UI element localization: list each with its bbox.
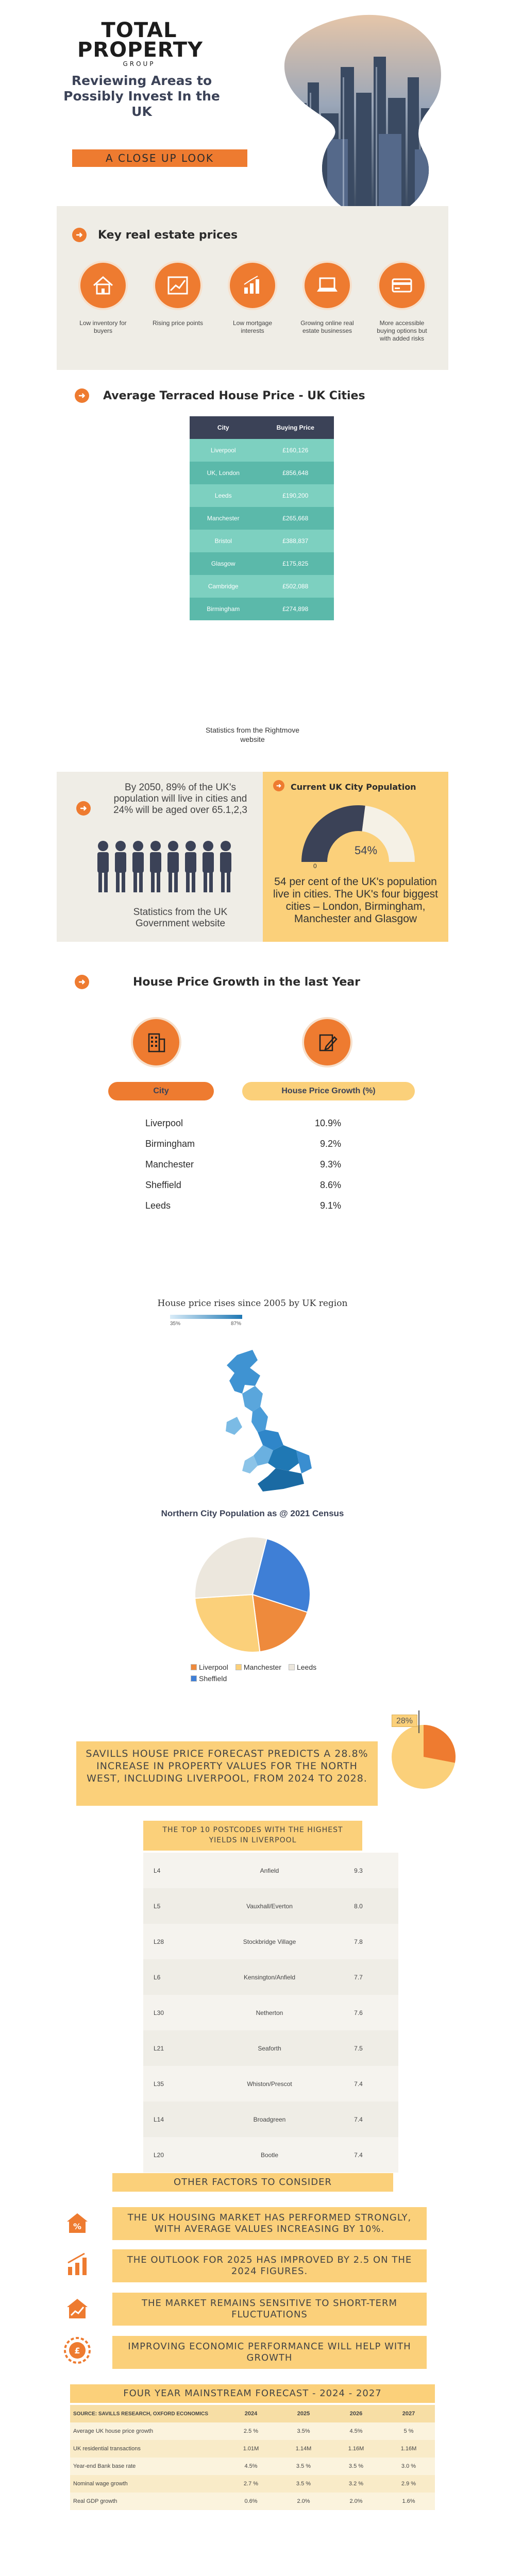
postcode-cell: L4 <box>154 1867 161 1874</box>
area-cell: Vauxhall/Everton <box>246 1902 293 1910</box>
arrow-right-icon: ➜ <box>273 780 284 791</box>
uk-region-map <box>206 1345 330 1499</box>
price-cell: £160,126 <box>282 447 309 454</box>
year-header: 2024 <box>244 2411 258 2417</box>
arrow-right-icon: ➜ <box>75 975 89 989</box>
postcode-cell: L6 <box>154 1973 161 1981</box>
postcodes-heading: THE TOP 10 POSTCODES WITH THE HIGHEST YIELDS IN LIVERPOOL <box>143 1821 362 1851</box>
svg-text:%: % <box>73 2222 82 2231</box>
yield-cell: 7.5 <box>354 2044 363 2052</box>
city-cell: Birmingham <box>145 1139 195 1149</box>
price-cell: £502,088 <box>282 583 309 590</box>
legend-label: Manchester <box>243 1663 281 1671</box>
value-cell: 3.5 % <box>348 2463 364 2469</box>
factor-text: THE MARKET REMAINS SENSITIVE TO SHORT-TERM FLUCTUATIONS <box>112 2293 427 2326</box>
table-header-row <box>70 2405 435 2422</box>
yield-cell: 7.4 <box>354 2115 363 2123</box>
value-cell: 1.01M <box>243 2446 259 2452</box>
value-cell: 2.0% <box>349 2498 363 2504</box>
value-cell: 1.14M <box>295 2446 312 2452</box>
table-row <box>145 1139 341 1155</box>
city-cell: Liverpool <box>210 447 236 454</box>
value-cell: 2.9 % <box>401 2481 416 2487</box>
legend-label: Liverpool <box>199 1663 228 1671</box>
pie-chart-title: Northern City Population as @ 2021 Census <box>161 1509 344 1518</box>
key-price-label: Low mortgage interests <box>232 319 273 334</box>
city-cell: UK, London <box>207 469 240 477</box>
legend-swatch <box>289 1664 295 1670</box>
growth-cell: 9.2% <box>319 1139 341 1149</box>
city-cell: Sheffield <box>145 1180 181 1190</box>
forecast-heading: FOUR YEAR MAINSTREAM FORECAST - 2024 - 2027 <box>70 2384 435 2403</box>
key-price-item <box>371 263 433 343</box>
pie-slice-manchester <box>195 1595 260 1652</box>
table-row <box>145 1180 341 1196</box>
city-population-text: 54 per cent of the UK's population live in cities. The UK's four biggest cities – London, Birmingham, Manchester and Glasgow <box>273 876 438 925</box>
growth-table <box>145 1118 341 1217</box>
table-row <box>143 1959 398 1995</box>
flag-pole-icon <box>418 1710 419 1733</box>
city-skyline-image <box>276 10 446 222</box>
table-row <box>143 1853 398 1888</box>
legend-item <box>191 1674 227 1683</box>
price-cell: £265,668 <box>282 515 309 522</box>
table-row <box>143 1924 398 1959</box>
growth-cell: 8.6% <box>319 1180 341 1190</box>
value-cell: 2.7 % <box>243 2481 259 2487</box>
row-label: Real GDP growth <box>73 2498 117 2504</box>
table-row <box>70 2475 435 2493</box>
year-header: 2025 <box>297 2411 310 2417</box>
postcode-cell: L21 <box>154 2044 164 2052</box>
table-row <box>70 2493 435 2510</box>
key-price-label: Low inventory for buyers <box>79 319 127 334</box>
header <box>0 0 505 196</box>
credit-card-icon <box>379 263 425 308</box>
area-cell: Whiston/Prescot <box>247 2080 292 2088</box>
value-cell: 2.5 % <box>243 2428 259 2434</box>
growth-heading: House Price Growth in the last Year <box>133 976 360 989</box>
table-row <box>143 2066 398 2102</box>
building-icon <box>133 1019 179 1065</box>
value-cell: 3.5% <box>297 2428 310 2434</box>
legend-label: Sheffield <box>199 1674 227 1683</box>
value-cell: 4.5% <box>349 2428 363 2434</box>
growth-cell: 10.9% <box>314 1118 341 1128</box>
year-header: 2026 <box>349 2411 363 2417</box>
map-legend-bar <box>170 1315 242 1319</box>
legend-swatch <box>191 1664 197 1670</box>
value-cell: 5 % <box>403 2428 414 2434</box>
value-cell: 0.6% <box>244 2498 258 2504</box>
logo-subtitle: GROUP <box>123 60 156 67</box>
row-label: Year-end Bank base rate <box>73 2463 136 2469</box>
key-price-item <box>147 263 209 343</box>
table-row <box>190 484 334 507</box>
economy-icon <box>63 2336 92 2365</box>
table-row <box>190 575 334 598</box>
city-cell: Manchester <box>207 515 240 522</box>
city-cell: Leeds <box>145 1200 171 1211</box>
area-cell: Kensington/Anfield <box>243 1973 296 1981</box>
value-cell: 1.16M <box>400 2446 417 2452</box>
city-population-heading: Current UK City Population <box>291 782 416 792</box>
people-icon <box>95 839 240 895</box>
terraced-source: Statistics from the Rightmove website <box>205 726 300 743</box>
city-cell: Cambridge <box>208 583 239 590</box>
yield-cell: 7.6 <box>354 2009 363 2016</box>
value-cell: 2.0% <box>297 2498 310 2504</box>
yield-cell: 7.7 <box>354 1973 363 1981</box>
city-cell: Birmingham <box>207 605 240 613</box>
key-price-label: More accessible buying options but with added risks <box>377 319 427 342</box>
closeup-banner: A CLOSE UP LOOK <box>72 149 247 167</box>
value-cell: 3.5 % <box>296 2481 311 2487</box>
population-left-source: Statistics from the UK Government website <box>133 907 228 929</box>
price-cell: £190,200 <box>282 492 309 499</box>
key-price-label: Growing online real estate businesses <box>300 319 354 334</box>
city-cell: Leeds <box>214 492 232 499</box>
table-row <box>145 1200 341 1217</box>
savills-pie-slice <box>424 1725 456 1763</box>
postcode-cell: L5 <box>154 1902 161 1910</box>
postcode-cell: L28 <box>154 1938 164 1945</box>
row-label: Average UK house price growth <box>73 2428 154 2434</box>
area-cell: Bootle <box>260 2151 279 2159</box>
area-cell: Broadgreen <box>253 2115 286 2123</box>
key-price-label: Rising price points <box>152 319 204 327</box>
column-header-city: City <box>190 416 257 439</box>
bar-chart-icon <box>230 263 275 308</box>
factor-text: THE OUTLOOK FOR 2025 HAS IMPROVED BY 2.5 ON THE 2024 FIGURES. <box>112 2249 427 2282</box>
growth-column-header-city: City <box>108 1082 214 1100</box>
area-cell: Seaforth <box>258 2044 281 2052</box>
table-row <box>70 2422 435 2440</box>
pie-legend <box>191 1663 356 1683</box>
value-cell: 3.2 % <box>348 2481 364 2487</box>
area-cell: Netherton <box>256 2009 283 2016</box>
value-cell: 4.5% <box>244 2463 258 2469</box>
area-cell: Stockbridge Village <box>243 1938 296 1945</box>
legend-label: Leeds <box>296 1663 317 1671</box>
yield-cell: 7.4 <box>354 2080 363 2088</box>
price-cell: £175,825 <box>282 560 309 567</box>
table-row <box>143 1995 398 2030</box>
postcode-cell: L14 <box>154 2115 164 2123</box>
key-price-item <box>222 263 283 343</box>
key-prices-heading: Key real estate prices <box>98 229 238 242</box>
value-cell: 3.0 % <box>401 2463 416 2469</box>
arrow-right-icon: ➜ <box>75 388 89 403</box>
postcode-cell: L35 <box>154 2080 164 2088</box>
forecast-source-label: SOURCE: SAVILLS RESEARCH, OXFORD ECONOMICS <box>73 2411 209 2417</box>
factors-heading: OTHER FACTORS TO CONSIDER <box>112 2173 393 2192</box>
arrow-right-icon: ➜ <box>76 801 91 816</box>
table-row <box>190 439 334 462</box>
postcode-cell: L20 <box>154 2151 164 2159</box>
house-trend-icon <box>65 2296 90 2320</box>
table-row <box>145 1159 341 1176</box>
edit-document-icon <box>304 1019 350 1065</box>
table-row <box>190 462 334 484</box>
map-title: House price rises since 2005 by UK region <box>157 1298 348 1309</box>
area-cell: Anfield <box>260 1867 279 1874</box>
savills-forecast-pie <box>388 1721 460 1793</box>
price-cell: £388,837 <box>282 537 309 545</box>
table-row <box>70 2458 435 2475</box>
page-title: Reviewing Areas to Possibly Invest In the UK <box>63 73 220 119</box>
growth-column-header-growth: House Price Growth (%) <box>242 1082 415 1100</box>
laptop-icon <box>305 263 350 308</box>
row-label: Nominal wage growth <box>73 2481 128 2487</box>
forecast-table <box>70 2405 435 2510</box>
arrow-right-icon: ➜ <box>72 228 87 242</box>
factor-text: IMPROVING ECONOMIC PERFORMANCE WILL HELP WITH GROWTH <box>112 2336 427 2369</box>
key-price-item <box>72 263 134 343</box>
price-cell: £274,898 <box>282 605 309 613</box>
city-cell: Bristol <box>214 537 232 545</box>
growth-bars-icon <box>65 2252 90 2277</box>
table-row <box>190 507 334 530</box>
legend-item <box>191 1663 228 1671</box>
logo: TOTAL PROPERTY <box>77 19 204 62</box>
table-header-row <box>190 416 334 439</box>
map-legend-min: 35% <box>170 1321 181 1327</box>
yield-cell: 7.4 <box>354 2151 363 2159</box>
house-icon <box>80 263 126 308</box>
price-cell: £856,648 <box>282 469 309 477</box>
city-cell: Glasgow <box>211 560 235 567</box>
legend-swatch <box>191 1675 197 1682</box>
percent-house-icon <box>65 2210 90 2235</box>
table-row <box>145 1118 341 1134</box>
table-row <box>143 2030 398 2066</box>
northern-population-pie <box>191 1533 314 1656</box>
savills-badge: 28% <box>392 1715 417 1727</box>
savills-forecast-text: SAVILLS HOUSE PRICE FORECAST PREDICTS A 28.8% INCREASE IN PROPERTY VALUES FOR THE NORTH WEST, INCLUDING LIVERPOOL, FROM 2024 TO 2028. <box>76 1741 378 1806</box>
legend-item <box>235 1663 281 1671</box>
gauge-min-label: 0 <box>313 862 317 870</box>
table-row <box>190 530 334 552</box>
table-row <box>143 1888 398 1924</box>
svg-text:£: £ <box>74 2346 80 2355</box>
key-prices-section <box>57 206 448 370</box>
table-row <box>143 2137 398 2173</box>
year-header: 2027 <box>402 2411 415 2417</box>
yield-cell: 8.0 <box>354 1902 363 1910</box>
postcode-cell: L30 <box>154 2009 164 2016</box>
row-label: UK residential transactions <box>73 2446 141 2452</box>
terraced-heading: Average Terraced House Price - UK Cities <box>103 389 365 402</box>
population-forecast-text: By 2050, 89% of the UK's population will live in cities and 24% will be aged over 65.1,2,3 <box>113 782 247 816</box>
column-header-price: Buying Price <box>257 416 334 439</box>
rising-chart-icon <box>155 263 200 308</box>
yield-cell: 7.8 <box>354 1938 363 1945</box>
growth-cell: 9.3% <box>319 1159 341 1170</box>
table-row <box>70 2440 435 2458</box>
gauge-value-label: 54% <box>354 844 378 857</box>
table-row <box>190 552 334 575</box>
map-legend-max: 87% <box>231 1321 242 1327</box>
population-gauge <box>294 798 423 870</box>
terraced-price-table <box>190 416 334 620</box>
city-cell: Manchester <box>145 1159 194 1170</box>
legend-item <box>289 1663 316 1671</box>
growth-cell: 9.1% <box>319 1200 341 1211</box>
key-prices-icon-row <box>72 263 433 343</box>
factor-text: THE UK HOUSING MARKET HAS PERFORMED STRONGLY, WITH AVERAGE VALUES INCREASING BY 10%. <box>112 2207 427 2240</box>
legend-swatch <box>235 1664 242 1670</box>
value-cell: 3.5 % <box>296 2463 311 2469</box>
city-cell: Liverpool <box>145 1118 183 1128</box>
yield-cell: 9.3 <box>354 1867 363 1874</box>
value-cell: 1.6% <box>402 2498 415 2504</box>
postcodes-table <box>143 1853 398 2173</box>
table-row <box>190 598 334 620</box>
table-row <box>143 2102 398 2137</box>
key-price-item <box>296 263 358 343</box>
value-cell: 1.16M <box>348 2446 364 2452</box>
